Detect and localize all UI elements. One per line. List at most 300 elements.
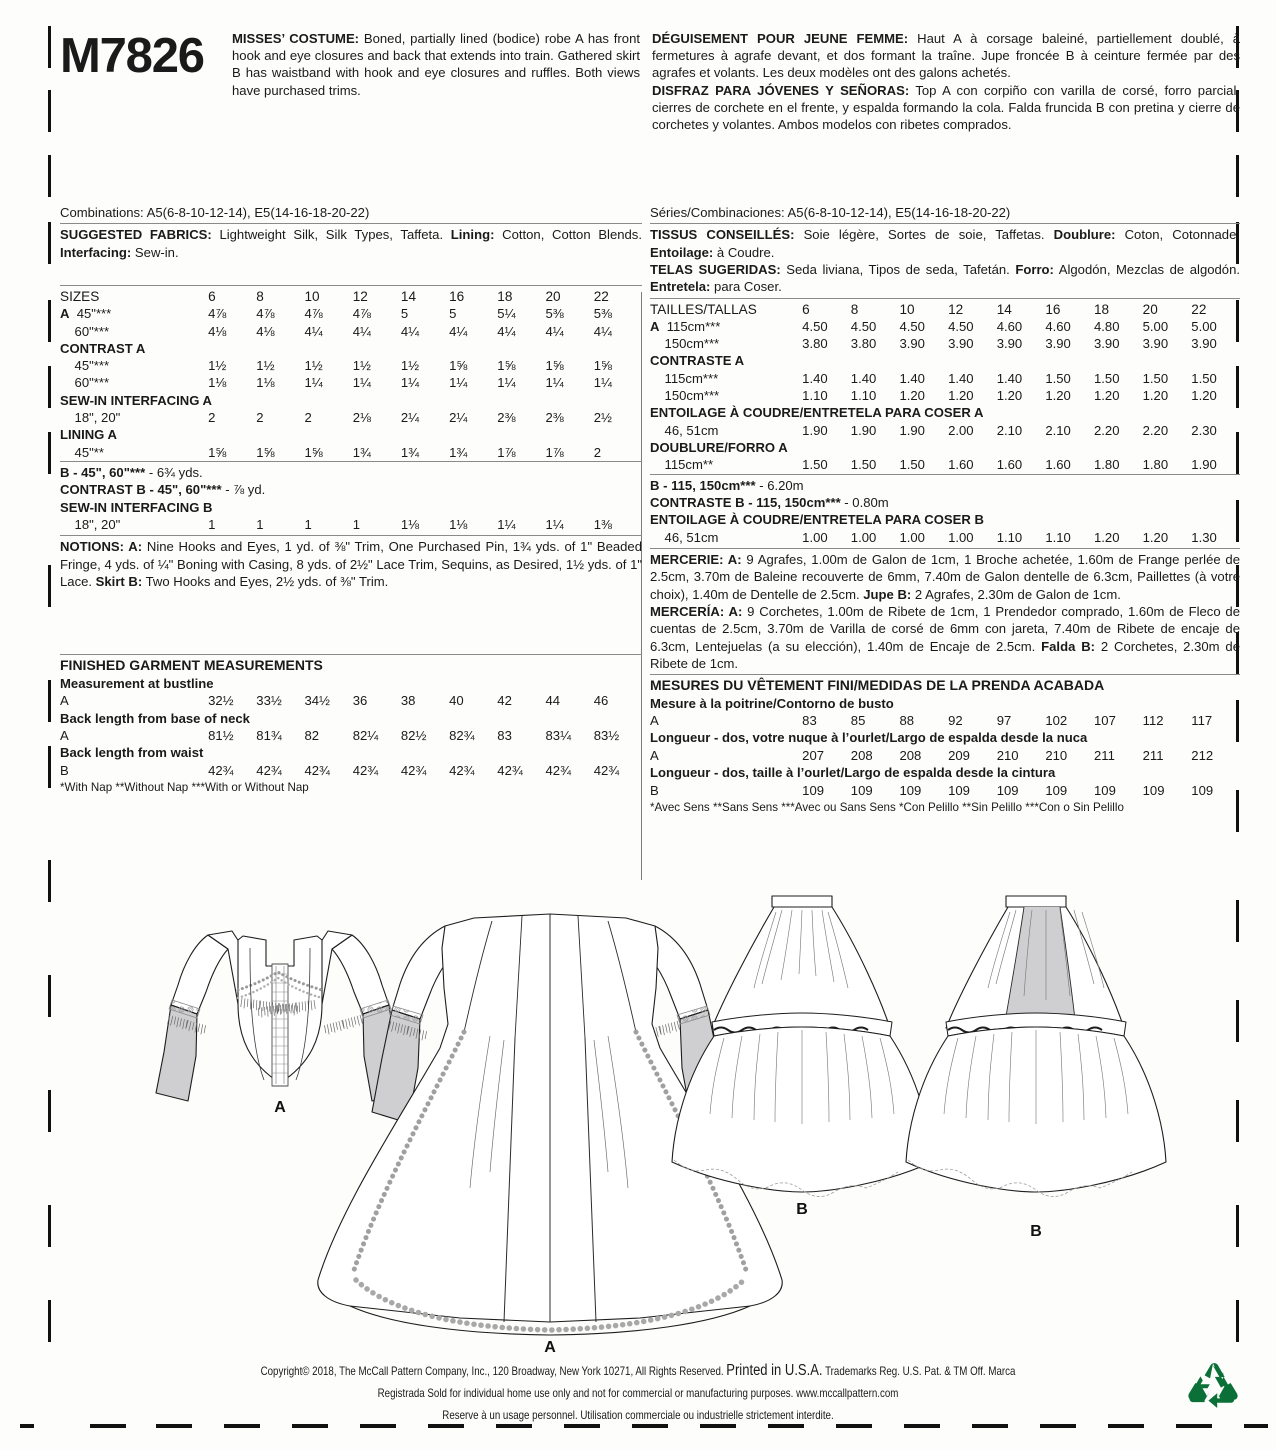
cell-18: 1.50 <box>1094 370 1120 386</box>
illustration-label-skirt-back: B <box>1030 1223 1042 1240</box>
cell-6: 1 <box>208 517 216 533</box>
cell-16: 1⅝ <box>449 358 468 374</box>
group-label: DOUBLURE/FORRO A <box>650 439 788 455</box>
rule <box>650 674 1240 675</box>
row-label: 150cm*** <box>650 388 720 404</box>
cell-8: 1.10 <box>850 388 877 404</box>
imperial-column <box>60 204 642 795</box>
cell-6: 4⅞ <box>208 306 227 322</box>
metric-line-contrast-b <box>650 494 1240 511</box>
fgm-heading: Measurement at bustline <box>60 675 214 691</box>
fgm-cell: 212 <box>1191 747 1214 763</box>
description-french-body: Haut A à corsage baleiné, partiellement doublé, à fermetures à agrafe devant, et dos formant la traîne. Jupe froncée B à ceinture fermée par des agrafes et volants. Les deux modèles ont des galons achetés. <box>652 31 1241 81</box>
notions-view-b-text-es: 2 Corchetes, 2.30m de Ribete de 1cm. <box>650 638 1240 671</box>
lining-text-fr: Coton, Cotonnade. <box>1115 227 1240 243</box>
nap-note-english: *With Nap **Without Nap ***With or Without Nap <box>60 781 309 795</box>
fgm-cell: 109 <box>1142 782 1165 798</box>
cell-12: 1.20 <box>948 388 974 404</box>
cell-14: 5 <box>400 306 409 322</box>
table-row <box>60 516 642 533</box>
fgm-cell: 83¼ <box>545 728 571 743</box>
size-header-18: 18 <box>1094 301 1110 317</box>
margin-tick <box>48 1205 51 1247</box>
interfacing-label-fr: Entoilage: <box>650 244 714 260</box>
description-french <box>652 30 1240 82</box>
metric-line-b <box>650 477 1240 494</box>
fgm-table <box>60 727 642 744</box>
suggested-fabrics-label-es: TELAS SUGERIDAS: <box>650 262 781 277</box>
interfacing-text-es: para Coser. <box>710 279 782 295</box>
footer-line-2: Registrada Sold for individual home use only and not for commercial or manufacturing purposes. www.mccallpattern.com <box>377 1387 899 1400</box>
rule <box>60 654 642 655</box>
fgm-cell: 109 <box>948 782 970 798</box>
cell-22: 1.90 <box>1191 457 1217 473</box>
cell-16: 4¼ <box>449 323 468 339</box>
suggested-fabrics-french <box>650 226 1240 261</box>
yardage-line-contrast-b <box>60 481 642 498</box>
fgm-cell: 44 <box>545 693 561 709</box>
combinations-english: Combinations: A5(6-8-10-12-14), E5(14-16-18-20-22) <box>60 205 370 220</box>
fgm-cell: 210 <box>1045 747 1068 763</box>
fgm-cell: 42¾ <box>400 762 427 778</box>
size-header-6: 6 <box>208 289 216 304</box>
fgm-cell: 46 <box>593 693 609 709</box>
cell-6: 1.10 <box>802 388 828 404</box>
cell-22: 5⅜ <box>593 306 612 322</box>
interfacing-text: Sew-in. <box>131 244 179 260</box>
size-header-16: 16 <box>449 289 465 304</box>
nap-note-metric: *Avec Sens **Sans Sens ***Avec ou Sans Sens *Con Pelillo **Sin Pelillo ***Con o Sin Pelillo <box>650 801 1124 814</box>
notions-view-a-text-fr: 9 Agrafes, 1.00m de Galon de 1cm, 1 Broche achetée, 1.60m de Frange perlée de 2.5cm, 3.70m de Baleine recouverte de 6mm, 7.40m de Galon dentelle de 6.3cm, Paillettes (à votre choix), 1.40m de Dentelle de 2.5cm. <box>650 552 1240 602</box>
fgm-cell: 208 <box>850 747 873 763</box>
cell-10: 1.00 <box>899 529 925 545</box>
recycle-icon <box>1186 1362 1240 1414</box>
cell-6: 1⅛ <box>208 375 227 391</box>
row-label: 150cm*** <box>650 336 720 352</box>
cell-20: 1.20 <box>1142 529 1169 545</box>
illustration-area <box>60 888 1240 1356</box>
fgm-cell: 82¾ <box>449 728 475 743</box>
cell-14: 1¾ <box>400 444 420 460</box>
fgm-heading: Longueur - dos, taille à l’ourlet/Largo de espalda desde la cintura <box>650 765 1056 781</box>
table-row <box>650 422 1240 439</box>
cell-18: 1¼ <box>497 517 516 533</box>
cell-14: 1½ <box>400 358 420 374</box>
cell-18: 2.20 <box>1094 422 1120 438</box>
cell-10: 1.90 <box>899 422 925 438</box>
size-header-6: 6 <box>802 301 810 317</box>
cell-22: 2.30 <box>1191 422 1217 438</box>
table-group-row <box>650 352 1240 369</box>
cell-22: 1⅜ <box>593 517 612 533</box>
cell-16: 5 <box>449 306 457 322</box>
cell-10: 1.20 <box>899 388 925 404</box>
margin-tick <box>48 680 51 722</box>
cell-10: 4.50 <box>899 318 925 334</box>
cell-14: 3.90 <box>996 336 1023 352</box>
margin-tick <box>48 155 51 197</box>
cell-20: 1¼ <box>545 375 564 391</box>
group-label: ENTOILAGE À COUDRE/ENTRETELA PARA COSER A <box>650 405 984 421</box>
table-group-row <box>650 439 1240 456</box>
notions-view-b-text-fr: 2 Agrafes, 2.30m de Galon de 1cm. <box>911 586 1121 602</box>
illustration-label-skirt-front: B <box>796 1201 808 1218</box>
cell-10: 3.90 <box>899 336 925 352</box>
cell-22: 1¼ <box>593 375 612 391</box>
fgm-table <box>650 782 1240 799</box>
table-group-row <box>60 426 642 443</box>
size-header-20: 20 <box>1142 301 1158 317</box>
fgm-cell: 42¾ <box>497 762 523 778</box>
yardage-table-interfacing-b-metric <box>650 529 1240 546</box>
fgm-view: B <box>650 782 659 798</box>
cell-16: 1¾ <box>449 444 468 460</box>
cell-6: 1.50 <box>802 457 828 473</box>
rule <box>60 223 642 224</box>
row-label: 18", 20" <box>60 410 121 426</box>
cell-18: 1⅝ <box>497 358 516 374</box>
cell-6: 4⅛ <box>208 323 227 339</box>
cell-20: 3.90 <box>1142 336 1169 352</box>
row-label: 46, 51cm <box>650 529 719 545</box>
fgm-cell: 210 <box>996 747 1019 763</box>
fgm-cell: 109 <box>1045 782 1068 798</box>
cell-12: 2⅛ <box>352 410 371 426</box>
cell-22: 1.50 <box>1191 370 1217 386</box>
size-header-12: 12 <box>948 301 964 317</box>
fgm-cell: 112 <box>1142 712 1164 728</box>
table-row <box>650 747 1240 764</box>
fgm-cell: 42¾ <box>256 762 282 778</box>
cell-12: 1.40 <box>948 370 974 386</box>
notions-view-a-label: A: <box>124 539 143 555</box>
cell-6: 3.80 <box>802 336 828 352</box>
margin-tick <box>48 975 51 1017</box>
fgm-cell: 85 <box>850 712 866 728</box>
yardage-table-interfacing-b-imperial <box>60 516 642 533</box>
size-header-18: 18 <box>497 289 513 304</box>
cell-10: 1 <box>304 517 312 533</box>
rule <box>650 298 1240 299</box>
size-header-22: 22 <box>1191 301 1207 317</box>
row-label: 60"*** <box>60 375 110 391</box>
fgm-cell: 211 <box>1094 747 1115 763</box>
cell-8: 1⅛ <box>256 375 275 391</box>
cell-18: 3.90 <box>1094 336 1120 352</box>
fgm-table <box>60 762 642 779</box>
cell-22: 1.20 <box>1191 388 1217 404</box>
footer-line-3: Reserve à un usage personnel. Utilisation commerciale ou industrielle strictement interdite. <box>442 1409 834 1422</box>
cell-12: 4¼ <box>352 323 371 339</box>
cell-22: 3.90 <box>1191 336 1217 352</box>
fgm-cell: 42¾ <box>352 762 379 778</box>
illustration-skirt-b-back <box>906 896 1166 1240</box>
cell-8: 1.90 <box>850 422 877 438</box>
table-row <box>650 335 1240 352</box>
rule <box>650 548 1240 549</box>
cell-22: 2 <box>593 444 601 460</box>
margin-tick <box>48 860 51 902</box>
finished-measurements-title: FINISHED GARMENT MEASUREMENTS <box>60 657 323 674</box>
cell-22: 4¼ <box>593 323 612 339</box>
cell-8: 4⅛ <box>256 323 275 339</box>
margin-tick <box>48 1300 51 1342</box>
footer <box>0 1360 1276 1427</box>
size-header-22: 22 <box>593 289 609 304</box>
table-row <box>650 456 1240 473</box>
notions-french <box>650 551 1240 603</box>
fgm-heading: Longueur - dos, votre nuque à l’ourlet/Largo de espalda desde la nuca <box>650 730 1088 746</box>
table-row <box>650 529 1240 546</box>
rule <box>60 285 642 286</box>
cell-14: 2¼ <box>400 410 420 426</box>
illustration-bodice-a <box>156 931 404 1116</box>
description-english <box>232 30 640 99</box>
cell-10: 4⅞ <box>304 306 323 322</box>
suggested-fabrics-spanish <box>650 261 1240 296</box>
cell-14: 4.60 <box>996 318 1023 334</box>
cell-14: 1⅛ <box>400 517 420 533</box>
size-header-8: 8 <box>256 289 264 304</box>
cell-20: 5.00 <box>1142 318 1169 334</box>
fgm-cell: 38 <box>400 693 416 709</box>
fgm-view: A <box>60 728 69 743</box>
yardage-line-b-value: - 6¾ yds. <box>145 464 203 480</box>
suggested-fabrics-text: Lightweight Silk, Silk Types, Taffeta. <box>211 227 451 243</box>
cell-6: 1⅝ <box>208 444 227 460</box>
lining-label-fr: Doublure: <box>1053 227 1116 243</box>
cell-8: 1 <box>256 517 264 533</box>
fgm-cell: 42¾ <box>449 762 475 778</box>
cell-8: 1⅝ <box>256 444 275 460</box>
fgm-cell: 82¼ <box>352 728 379 743</box>
cell-10: 1¼ <box>304 375 323 391</box>
cell-6: 1.90 <box>802 422 828 438</box>
fgm-cell: 36 <box>352 693 368 709</box>
cell-6: 2 <box>208 410 216 426</box>
cell-14: 1.40 <box>996 370 1023 386</box>
fgm-cell: 82 <box>304 728 320 743</box>
notions-view-a-text-es: 9 Corchetes, 1.00m de Ribete de 1cm, 1 Prendedor comprado, 1.60m de Fleco de cuentas de 2.5cm, 3.70m de Varilla de corsé de 6mm con jareta, 7.40m de Ribete de encaje de 6.3cm, Lentejuelas (a su elección), 1.40m de Encaje de 2.5cm. <box>650 603 1240 654</box>
fgm-cell: 211 <box>1142 747 1164 763</box>
page-title: M7826 <box>60 29 204 83</box>
fgm-cell: 42¾ <box>593 762 620 778</box>
suggested-fabrics-label-fr: TISSUS CONSEILLÉS: <box>650 227 795 243</box>
table-row <box>60 444 642 461</box>
description-english-heading: MISSES’ COSTUME: <box>232 31 360 46</box>
cell-8: 4.50 <box>850 318 877 334</box>
cell-10: 2 <box>304 410 312 426</box>
description-spanish <box>652 82 1240 134</box>
cell-8: 3.80 <box>850 336 877 352</box>
copyright-text: Copyright© 2018, The McCall Pattern Company, Inc., 120 Broadway, New York 10271, All Rights Reserved. <box>260 1365 727 1378</box>
row-label: 45"** <box>60 444 104 460</box>
lining-text-es: Algodón, Mezclas de algodón. <box>1053 262 1241 277</box>
fgm-cell: 97 <box>996 712 1012 728</box>
notions-view-b-label-es: Falda B: <box>1041 638 1096 654</box>
fgm-cell: 208 <box>899 747 922 763</box>
table-row <box>650 782 1240 799</box>
cell-22: 2½ <box>593 410 612 426</box>
cell-16: 1¼ <box>449 375 468 391</box>
fgm-cell: 81½ <box>208 728 234 743</box>
rule <box>650 474 1240 475</box>
cell-10: 1⅝ <box>304 444 323 460</box>
interfacing-label-es: Entretela: <box>650 279 711 295</box>
interfacing-label: Interfacing: <box>60 244 132 260</box>
table-header-row <box>60 288 642 305</box>
cell-20: 1.80 <box>1142 457 1169 473</box>
fgm-table <box>650 747 1240 764</box>
suggested-fabrics-english <box>60 226 642 261</box>
cell-14: 1.60 <box>996 457 1023 473</box>
illustration-label-gown: A <box>544 1339 556 1356</box>
table-row <box>60 323 642 340</box>
cell-8: 2 <box>256 410 264 426</box>
cell-20: 1.50 <box>1142 370 1169 386</box>
cell-16: 1⅛ <box>449 517 468 533</box>
notions-view-b-label-fr: Jupe B: <box>863 586 912 602</box>
cell-8: 1.40 <box>850 370 877 386</box>
margin-tick <box>48 746 51 788</box>
rule <box>60 461 642 462</box>
fgm-heading: Back length from waist <box>60 745 204 761</box>
cell-16: 1.10 <box>1045 529 1071 545</box>
cell-16: 1.20 <box>1045 388 1071 404</box>
fgm-cell: 42¾ <box>208 762 234 778</box>
table-row <box>60 727 642 744</box>
size-header-14: 14 <box>996 301 1012 317</box>
fgm-heading: Mesure à la poitrine/Contorno de busto <box>650 695 894 711</box>
yardage-line-b-label: B - 45", 60"*** <box>60 464 146 480</box>
row-label: 115cm*** <box>650 370 719 386</box>
size-header-14: 14 <box>400 289 417 304</box>
size-header-20: 20 <box>545 289 561 304</box>
fgm-cell: 40 <box>449 693 464 709</box>
cell-16: 4.60 <box>1045 318 1071 334</box>
fgm-cell: 109 <box>850 782 873 798</box>
description-spanish-heading: DISFRAZ PARA JÓVENES Y SEÑORAS: <box>652 82 910 98</box>
cell-18: 2⅜ <box>497 410 516 426</box>
row-label: 60"*** <box>60 323 110 339</box>
cell-12: 1.60 <box>948 457 974 473</box>
yardage-line-b <box>60 464 642 481</box>
margin-tick <box>48 366 51 408</box>
table-row <box>650 370 1240 387</box>
cell-12: 1.00 <box>948 529 974 545</box>
fgm-cell: 109 <box>1191 782 1214 798</box>
cell-20: 4¼ <box>545 323 564 339</box>
notions-view-b-text: Two Hooks and Eyes, 2½ yds. of ⅜" Trim. <box>142 574 389 590</box>
cell-18: 1.20 <box>1094 529 1120 545</box>
cell-10: 1.50 <box>899 457 925 473</box>
fgm-cell: 107 <box>1094 712 1116 728</box>
table-row <box>60 374 642 391</box>
cell-10: 1.40 <box>899 370 925 386</box>
lining-text: Cotton, Cotton Blends. <box>494 227 642 243</box>
finished-measurements-body <box>60 675 642 779</box>
notions-label-fr: MERCERIE: <box>650 552 724 568</box>
group-label: LINING A <box>60 427 117 443</box>
fgm-cell: 207 <box>802 747 825 763</box>
description-french-heading: DÉGUISEMENT POUR JEUNE FEMME: <box>652 31 909 46</box>
yardage-group-interfacing-b: SEW-IN INTERFACING B <box>60 499 213 515</box>
fgm-heading: Back length from base of neck <box>60 710 250 726</box>
table-group-row <box>60 340 642 357</box>
cell-16: 1.50 <box>1045 370 1071 386</box>
combinations-french: Séries/Combinaciones: A5(6-8-10-12-14), E5(14-16-18-20-22) <box>650 205 1011 220</box>
finished-measurements-metric <box>650 677 1240 815</box>
fgm-view: A <box>650 747 659 763</box>
size-header-10: 10 <box>304 289 320 304</box>
cell-18: 1⅞ <box>497 444 516 460</box>
cell-12: 1½ <box>352 358 371 374</box>
fgm-view: B <box>60 762 69 778</box>
cell-22: 1.30 <box>1191 529 1217 545</box>
fgm-cell: 83½ <box>593 728 620 743</box>
size-header-12: 12 <box>352 289 368 304</box>
table-row <box>650 712 1240 729</box>
size-header-10: 10 <box>899 301 915 317</box>
cell-20: 2.20 <box>1142 422 1169 438</box>
fgm-cell: 82½ <box>400 728 427 743</box>
notions-view-b-label: Skirt B: <box>95 574 143 590</box>
fgm-cell: 109 <box>996 782 1019 798</box>
cell-10: 1½ <box>304 358 323 374</box>
fgm-cell: 83 <box>497 728 512 743</box>
metric-line-b-value: - 6.20m <box>755 477 804 493</box>
cell-12: 4⅞ <box>352 306 371 322</box>
cell-14: 1.10 <box>996 529 1023 545</box>
notions-label: NOTIONS: <box>60 539 125 555</box>
cell-20: 5⅜ <box>545 306 564 322</box>
metric-line-contrast-b-value: - 0.80m <box>840 494 889 510</box>
cell-12: 4.50 <box>948 318 974 334</box>
notions-spanish <box>650 603 1240 672</box>
fgm-cell: 88 <box>899 712 915 728</box>
table-row <box>60 409 642 426</box>
interfacing-text-fr: à Coudre. <box>713 244 775 260</box>
yardage-table-imperial <box>60 288 642 461</box>
finished-measurements-body-metric <box>650 695 1240 799</box>
cell-20: 1⅝ <box>545 358 564 374</box>
margin-tick <box>48 300 51 342</box>
row-label: 46, 51cm <box>650 422 719 438</box>
header-band <box>60 22 1240 192</box>
table-group-row <box>650 404 1240 421</box>
cell-20: 2⅜ <box>545 410 564 426</box>
cell-18: 5¼ <box>497 306 516 322</box>
footer-line-1 <box>102 1360 1174 1383</box>
cell-14: 2.10 <box>996 422 1023 438</box>
suggested-fabrics-label: SUGGESTED FABRICS: <box>60 227 212 243</box>
row-label: 45"*** <box>60 358 110 374</box>
margin-tick <box>48 26 51 68</box>
notions-view-a-label-es: A: <box>724 603 743 619</box>
fgm-cell: 117 <box>1191 712 1213 728</box>
row-label: A 45"*** <box>60 306 112 322</box>
fgm-cell: 34½ <box>304 693 330 709</box>
cell-18: 1¼ <box>497 375 516 391</box>
fgm-cell: 109 <box>802 782 825 798</box>
fgm-cell: 33½ <box>256 693 282 709</box>
description-french-spanish <box>652 30 1240 133</box>
suggested-fabrics-text-fr: Soie légère, Sortes de soie, Taffetas. <box>794 227 1054 243</box>
cell-10: 4¼ <box>304 323 323 339</box>
table-row <box>650 318 1240 335</box>
description-english-body: Boned, partially lined (bodice) robe A has front hook and eye closures and back that extends into train. Gathered skirt B has waistband with hook and eye closures and ruffles. Both views have purchased trims. <box>232 31 640 98</box>
row-label: A 115cm*** <box>650 318 721 334</box>
